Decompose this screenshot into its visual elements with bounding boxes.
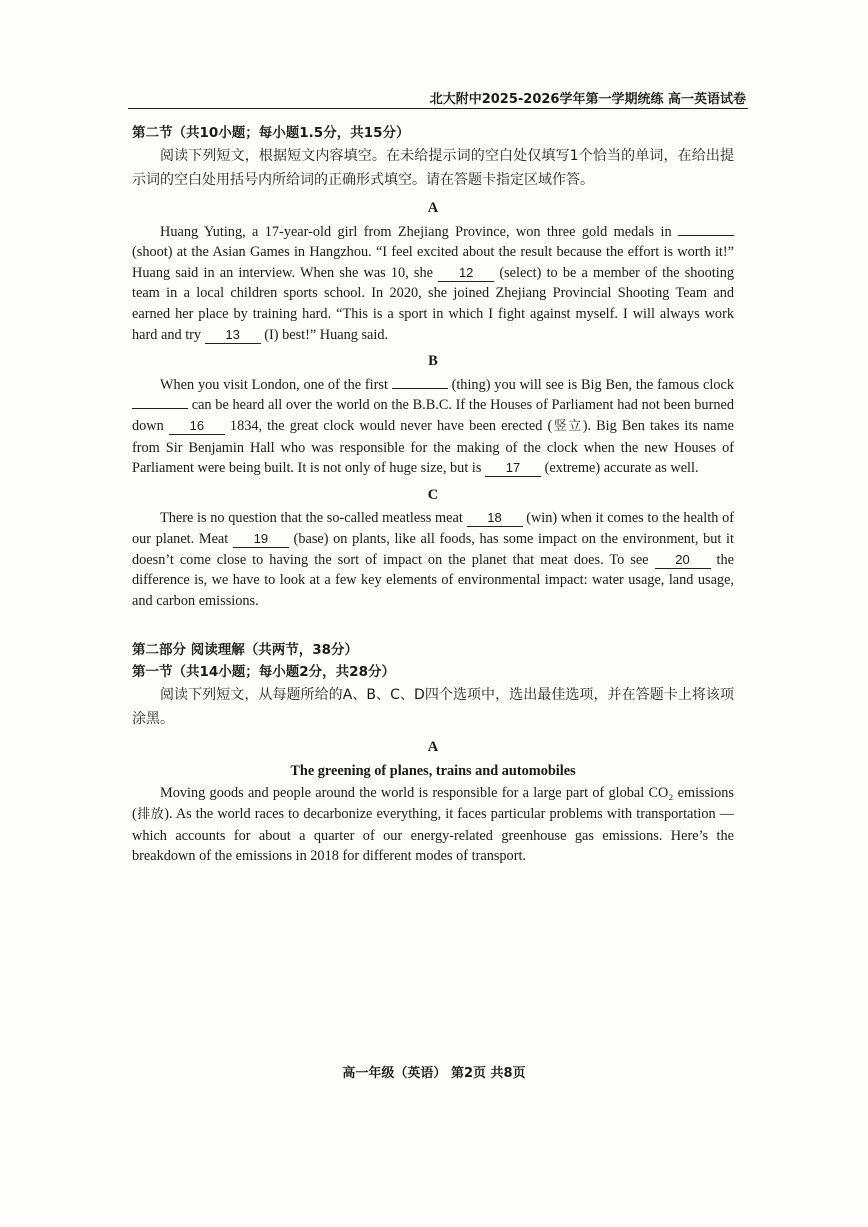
passage-text: (shoot) at the Asian Games in Hangzhou. “I feel excited about the result because the effort is worth it!” Huang said in an interview. When she was 10, she bbox=[132, 244, 734, 281]
answer-blank-15[interactable] bbox=[132, 408, 188, 409]
chinese-gloss: 竖立 bbox=[552, 418, 583, 434]
passage-text: ). As the world races to decarbonize everything, it faces particular problems with transportation — which accounts for about a quarter of our energy-related greenhouse gas emissions. Here’s the breakdown of the emissions in 2018 for different modes of transport. bbox=[132, 806, 734, 865]
answer-blank-20[interactable]: 20 bbox=[655, 552, 711, 569]
passage-text: (base) on plants, like all foods, has some impact on the environment, but it doesn’t come close to having the sort of impact on the planet that meat does. To see bbox=[132, 530, 734, 568]
passage-a bbox=[132, 222, 734, 346]
section-title: 第二节（共10小题；每小题1.5分，共15分） bbox=[132, 125, 410, 141]
passage-text: (extreme) accurate as well. bbox=[541, 460, 699, 477]
passage-b bbox=[132, 375, 734, 479]
answer-blank-16[interactable]: 16 bbox=[169, 418, 225, 435]
reading-passage-a bbox=[132, 783, 734, 866]
passage-text: (select) to be a member of the shooting team in a local children sports school. In 2020, she joined Zhejiang Provincial Shooting Team and earned her place by training hard. “This is a sport in which I fight against myself. I will always work hard and try bbox=[132, 264, 734, 343]
section-instruction: 阅读下列短文，根据短文内容填空。在未给提示词的空白处仅填写1个恰当的单词，在给出提示词的空白处用括号内所给词的正确形式填空。请在答题卡指定区域作答。 bbox=[132, 148, 734, 188]
chinese-gloss: 排放 bbox=[136, 807, 165, 823]
passage-text: There is no question that the so-called meatless meat bbox=[160, 510, 467, 527]
answer-blank-14[interactable] bbox=[392, 388, 448, 389]
page-footer: 高一年级（英语） 第2页 共8页 bbox=[342, 1066, 526, 1081]
article-title: The greening of planes, trains and automobiles bbox=[290, 762, 576, 779]
passage-letter-a: A bbox=[427, 739, 439, 756]
passage-text: (I) best!” Huang said. bbox=[260, 326, 389, 343]
passage-text: (win) when it comes to the health of our planet. Meat bbox=[132, 510, 734, 547]
passage-c bbox=[132, 508, 734, 611]
passage-text: ). Big Ben takes its name from Sir Benjamin Hall who was responsible for the making of the clock when the new Houses of Parliament were being built. It is not only of huge size, but is bbox=[132, 417, 734, 477]
passage-text: Huang Yuting, a 17-year-old girl from Zhejiang Province, won three gold medals in bbox=[160, 223, 678, 240]
page-content bbox=[132, 122, 734, 867]
part-title: 第二部分 阅读理解（共两节，38分） bbox=[132, 642, 358, 659]
section-title: 第一节（共14小题；每小题2分，共28分） bbox=[132, 664, 395, 681]
section-instruction: 阅读下列短文，从每题所给的A、B、C、D四个选项中，选出最佳选项，并在答题卡上将该项涂黑。 bbox=[132, 687, 734, 728]
passage-letter-b: B bbox=[428, 353, 438, 370]
answer-blank-19[interactable]: 19 bbox=[233, 531, 289, 548]
answer-blank-11[interactable] bbox=[678, 235, 734, 236]
answer-blank-13[interactable]: 13 bbox=[205, 327, 261, 344]
passage-text: can be heard all over the world on the B.B.C. If the Houses of Parliament had not been burned down bbox=[132, 397, 734, 434]
passage-text: (thing) you will see is Big Ben, the famous clock bbox=[447, 376, 734, 393]
header-rule bbox=[128, 108, 748, 109]
passage-letter-a: A bbox=[427, 200, 439, 216]
passage-text: When you visit London, one of the first bbox=[160, 376, 392, 393]
answer-blank-12[interactable]: 12 bbox=[438, 265, 494, 282]
answer-blank-17[interactable]: 17 bbox=[485, 460, 541, 477]
passage-text: the difference is, we have to look at a few key elements of environmental impact: water usage, land usage, and carbon emissions. bbox=[132, 551, 734, 609]
passage-text: 1834, the great clock would never have been erected ( bbox=[224, 417, 553, 434]
passage-letter-c: C bbox=[427, 486, 439, 503]
page-header: 北大附中2025-2026学年第一学期统练 高一英语试卷 bbox=[429, 92, 746, 107]
answer-blank-18[interactable]: 18 bbox=[467, 510, 523, 527]
passage-text: Moving goods and people around the world is responsible for a large part of global CO₂ emissions ( bbox=[132, 785, 734, 823]
